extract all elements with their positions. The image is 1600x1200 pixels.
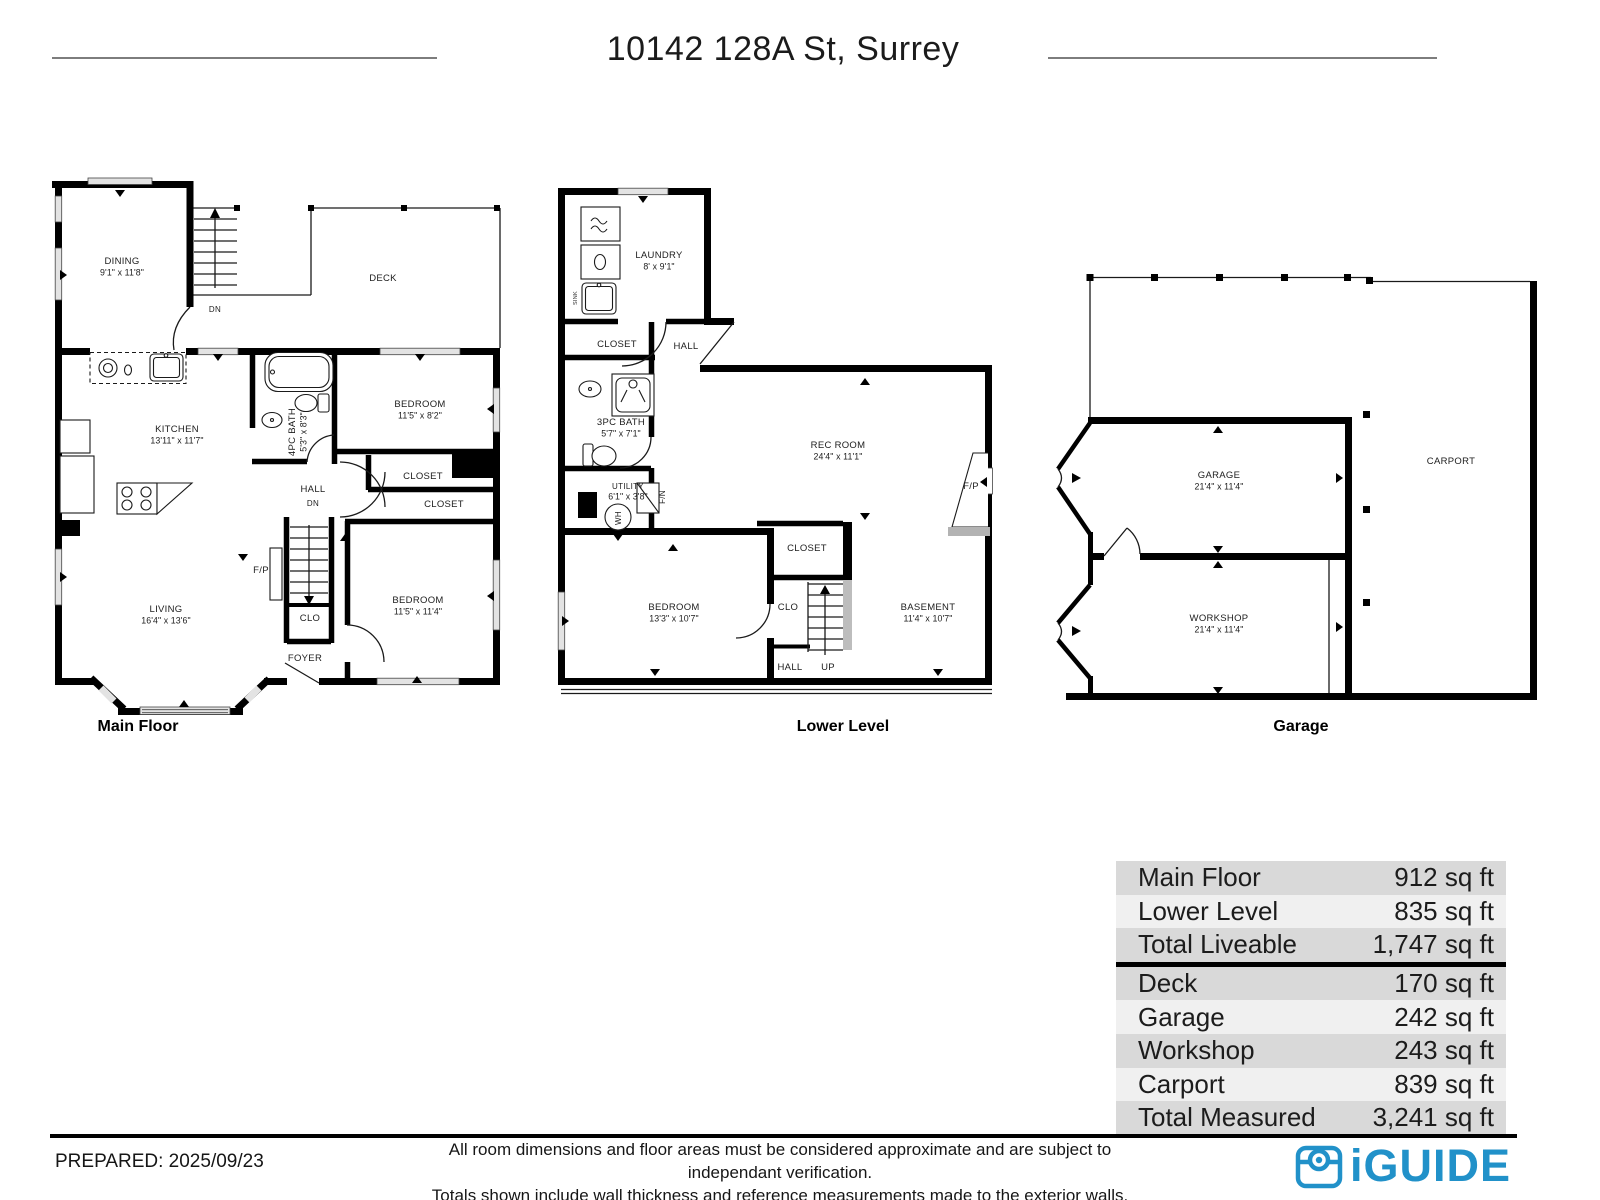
room-dims: 24'4" x 11'1"	[813, 451, 863, 462]
room-label: CLOSET	[403, 471, 443, 482]
room-label: UTILITY	[612, 482, 644, 491]
room-label: F/P	[963, 481, 979, 492]
room-label: HALL	[673, 341, 699, 352]
room-label: WORKSHOP	[1189, 613, 1249, 624]
main-deck-outline	[173, 208, 500, 350]
room-dims: 8' x 9'1"	[643, 261, 675, 272]
table-row	[1116, 928, 1506, 962]
plan-title-lower-level: Lower Level	[796, 718, 890, 735]
room-dims: 21'4" x 11'4"	[1194, 481, 1244, 492]
room-label: HALL	[777, 662, 803, 673]
room-dims: 6'1" x 3'8"	[608, 491, 648, 502]
room-dims: 11'5" x 8'2"	[398, 410, 442, 421]
row-value: 912 sq ft	[1394, 862, 1494, 893]
table-row	[1116, 967, 1506, 1001]
room-label: CARPORT	[1426, 456, 1476, 467]
row-label: Garage	[1138, 1001, 1225, 1032]
table-row	[1116, 1000, 1506, 1034]
row-value: 835 sq ft	[1394, 895, 1494, 926]
room-label: REC ROOM	[810, 440, 866, 451]
row-value: 1,747 sq ft	[1372, 929, 1494, 960]
prepared-date: PREPARED: 2025/09/23	[55, 1151, 264, 1172]
row-label: Lower Level	[1138, 895, 1279, 926]
garage-labels	[1190, 456, 1476, 635]
garage-plan	[1030, 248, 1560, 720]
row-value: 243 sq ft	[1394, 1035, 1494, 1066]
room-dims: 21'4" x 11'4"	[1194, 624, 1244, 635]
fixture-label: WH	[614, 511, 623, 525]
room-dims: 11'5" x 11'4"	[393, 606, 443, 617]
main-floor-plan	[40, 160, 510, 750]
iguide-logo	[1294, 1141, 1511, 1191]
room-dims: 11'4" x 10'7"	[903, 613, 953, 624]
room-label: HALL	[300, 484, 326, 495]
room-label: CLOSET	[787, 543, 827, 554]
lower-level-labels	[573, 250, 979, 673]
header-rule-right	[1048, 57, 1437, 59]
row-value: 242 sq ft	[1394, 1001, 1494, 1032]
room-label: LIVING	[149, 604, 183, 615]
row-label: Carport	[1138, 1068, 1225, 1099]
room-dims: 5'7" x 7'1"	[601, 428, 641, 439]
room-label: UP	[821, 662, 835, 673]
room-label: CLO	[777, 602, 799, 613]
plan-title-garage: Garage	[1273, 718, 1329, 735]
disclaimer-line-2: Totals shown include wall thickness and reference measurements made to the exterior walls.	[431, 1186, 1129, 1200]
room-label: DN	[208, 305, 222, 314]
row-label: Total Liveable	[1138, 929, 1297, 960]
disclaimer-text	[400, 1138, 1160, 1200]
room-label: DINING	[104, 256, 140, 267]
iguide-logo-text: iGUIDE	[1350, 1140, 1512, 1191]
room-label: BEDROOM	[648, 602, 700, 613]
room-label: F/P	[253, 565, 269, 576]
table-row	[1116, 895, 1506, 929]
room-label: BEDROOM	[394, 399, 446, 410]
room-label: 4PC BATH	[287, 407, 298, 457]
main-lower-stairs	[290, 525, 328, 598]
header-rule-left	[52, 57, 437, 59]
room-label: CLOSET	[597, 339, 637, 350]
carport-outline	[1090, 277, 1530, 694]
room-label: GARAGE	[1197, 470, 1241, 481]
room-label: CLOSET	[424, 499, 464, 510]
room-dims: 9'1" x 11'8"	[100, 267, 144, 278]
page-title: 10142 128A St, Surrey	[606, 30, 960, 68]
room-dims: 5'3" x 8'3"	[298, 412, 309, 452]
room-dims: 13'11" x 11'7"	[150, 435, 204, 446]
row-value: 839 sq ft	[1394, 1068, 1494, 1099]
disclaimer-line-1: All room dimensions and floor areas must be considered approximate and are subject to independant verification.	[448, 1140, 1112, 1182]
table-row	[1116, 1101, 1506, 1135]
room-label: LAUNDRY	[635, 250, 683, 261]
room-dims: 16'4" x 13'6"	[141, 615, 191, 626]
garage-walls	[1058, 281, 1537, 700]
room-label: 3PC BATH	[596, 417, 646, 428]
table-row	[1116, 1034, 1506, 1068]
room-label: DN	[306, 499, 320, 508]
area-summary-table	[1116, 861, 1506, 1135]
stairs-up-arrow	[210, 208, 220, 218]
stairs-up-arrow	[820, 585, 830, 594]
room-label: DECK	[369, 273, 397, 284]
plan-title-main-floor: Main Floor	[97, 718, 179, 735]
iguide-camera-icon	[1294, 1141, 1344, 1191]
lower-level-plan	[548, 180, 1000, 740]
room-dims: 13'3" x 10'7"	[649, 613, 699, 624]
fixture-label: F/N	[658, 490, 667, 504]
room-label: FOYER	[287, 653, 323, 664]
stair-side-wall	[843, 580, 852, 650]
main-floor-fixtures	[60, 353, 333, 601]
row-label: Main Floor	[1138, 862, 1261, 893]
table-row	[1116, 861, 1506, 895]
room-label: BEDROOM	[392, 595, 444, 606]
row-value: 3,241 sq ft	[1372, 1102, 1494, 1133]
row-label: Deck	[1138, 968, 1198, 999]
room-label: CLO	[299, 613, 321, 624]
row-label: Workshop	[1138, 1035, 1255, 1066]
row-value: 170 sq ft	[1394, 968, 1494, 999]
room-label: KITCHEN	[155, 424, 199, 435]
row-label: Total Measured	[1138, 1102, 1316, 1133]
table-row	[1116, 1068, 1506, 1102]
fixture-label: SINK	[573, 290, 579, 306]
room-label: BASEMENT	[900, 602, 956, 613]
